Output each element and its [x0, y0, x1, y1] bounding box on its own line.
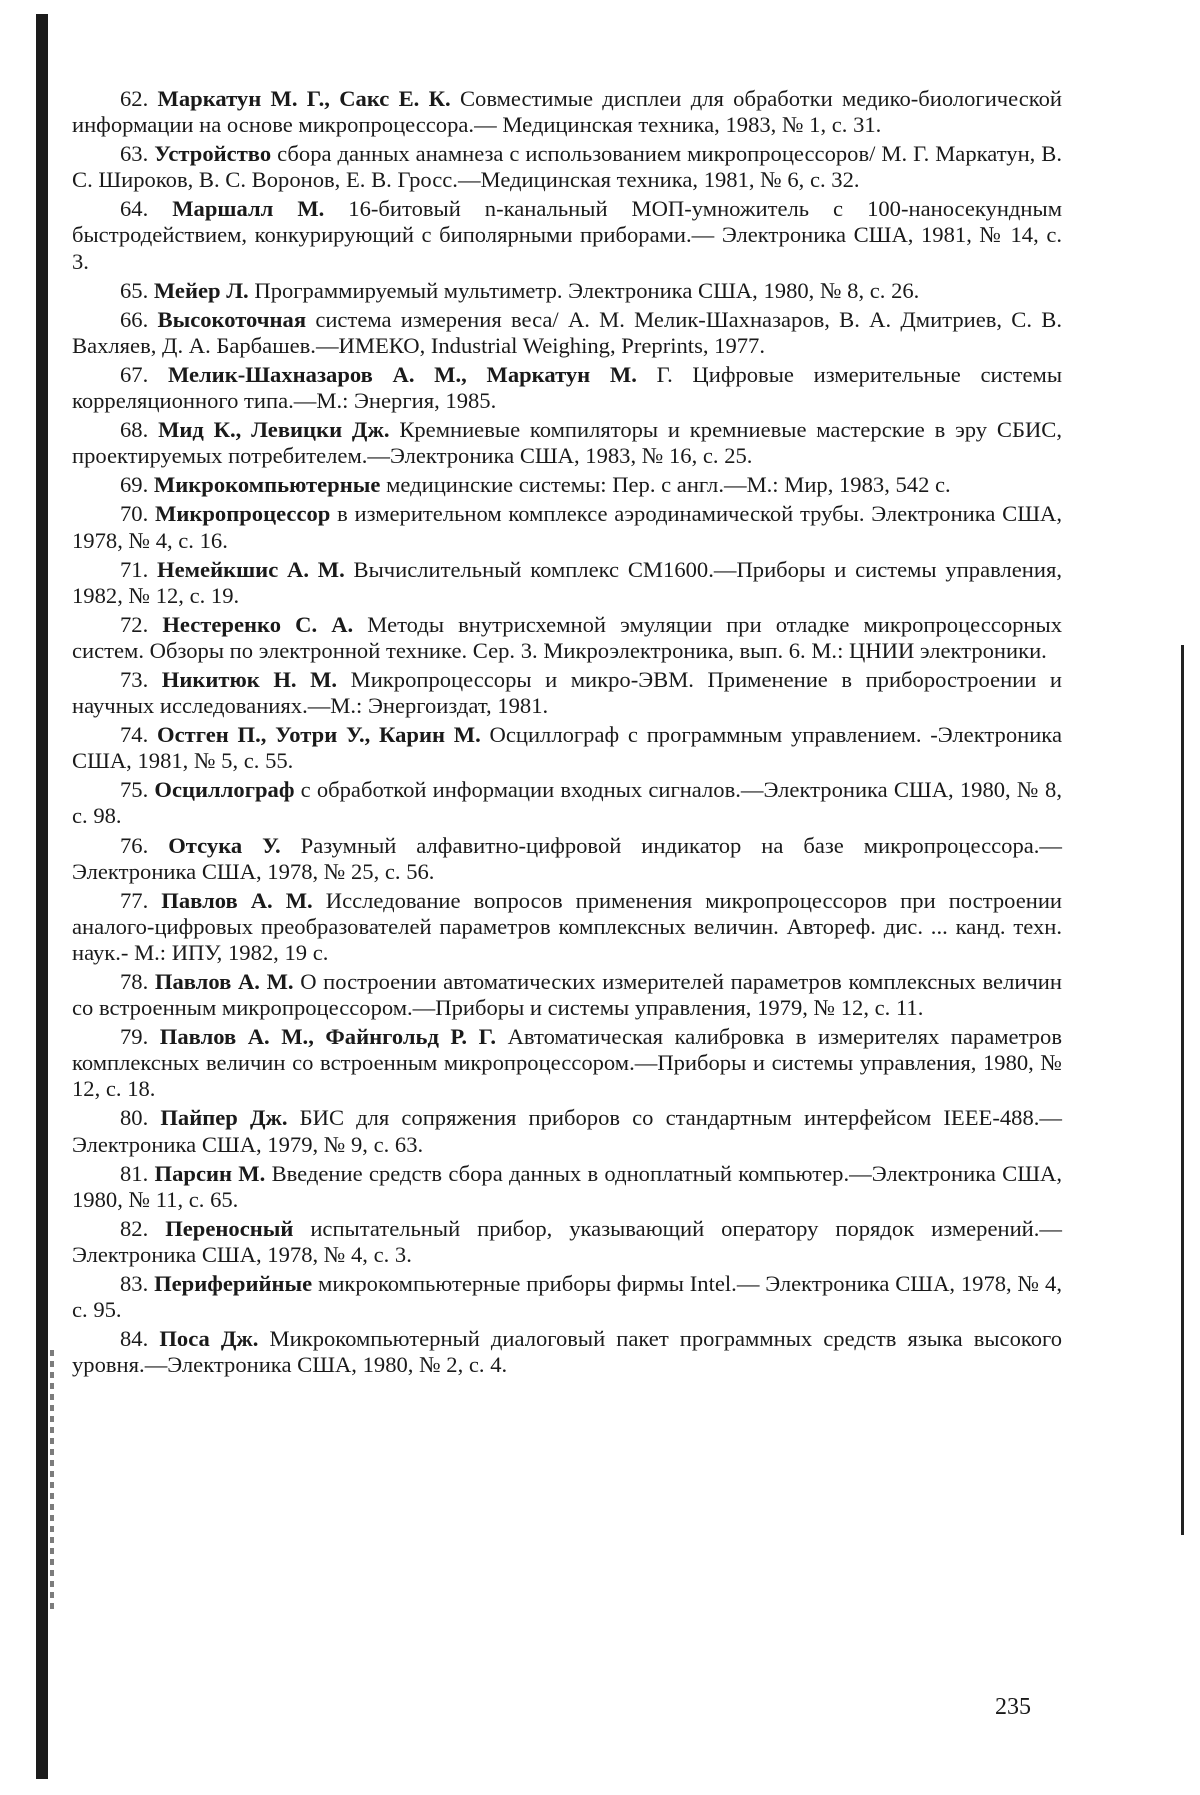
bibliography-entry: [72, 1216, 1062, 1268]
entry-text: микрокомпьютерные приборы фирмы Intel.— Электроника США, 1978, № 4, с. 95.: [72, 1271, 1062, 1323]
bibliography-entry: [72, 278, 1062, 304]
entry-author: Устройство: [154, 141, 272, 167]
bibliography-entry: [72, 362, 1062, 414]
entry-author: Мелик-Шахназаров А. М., Маркатун М.: [167, 361, 637, 387]
entry-text: с обработкой информации входных сигналов.—Электроника США, 1980, № 8, с. 98.: [72, 777, 1063, 829]
entry-number: 80.: [120, 1105, 149, 1131]
entry-author: Маркатун М. Г., Сакс Е. К.: [157, 86, 451, 111]
entry-text: Совместимые дисплеи для обработки медико-биологической информации на основе микропроцессора.— Медицинская техника, 1983, № 1, с. 31.: [72, 86, 1062, 138]
entry-author: Отсука У.: [168, 832, 281, 858]
entry-author: Никитюк Н. М.: [161, 666, 338, 692]
entry-number: 79.: [120, 1024, 149, 1050]
bibliography-entry: [72, 969, 1062, 1021]
entry-number: 63.: [120, 141, 149, 167]
entry-text: испытательный прибор, указывающий оператору порядок измерений.—Электроника США, 1978, № 4, с. 3.: [72, 1215, 1062, 1267]
entry-number: 65.: [120, 277, 149, 303]
entry-text: Исследование вопросов применения микропроцессоров при построении аналого-цифровых преобразователей параметров комплексных величин. Автореф. дис. ... канд. техн. наук.- М.: ИПУ, 1982, 19 с.: [72, 887, 1062, 965]
entry-text: Кремниевые компиляторы и кремниевые мастерские в эру СБИС, проектируемых потребителем.—Электроника США, 1983, № 16, с. 25.: [72, 417, 1062, 469]
scan-border-left: [36, 14, 48, 1779]
entry-author: Немейкшис А. М.: [157, 556, 345, 582]
entry-author: Мейер Л.: [153, 277, 249, 303]
entry-number: 66.: [120, 306, 149, 332]
entry-text: Осциллограф с программным управлением. -Электроника США, 1981, № 5, с. 55.: [72, 722, 1062, 774]
entry-text: Программируемый мультиметр. Электроника США, 1980, № 8, с. 26.: [254, 277, 920, 303]
entry-author: Павлов А. М., Файнгольд Р. Г.: [159, 1024, 497, 1050]
entry-author: Высокоточная: [157, 306, 307, 332]
entry-text: Автоматическая калибровка в измерителях параметров комплексных величин со встроенным микропроцессором.—Приборы и системы управления, 1980, № 12, с. 18.: [72, 1024, 1062, 1102]
entry-text: медицинские системы: Пер. с англ.—М.: Мир, 1983, 542 с.: [386, 472, 951, 498]
entry-author: Переносный: [165, 1215, 294, 1241]
entry-number: 77.: [120, 887, 149, 913]
entry-text: система измерения веса/ А. М. Мелик-Шахназаров, В. А. Дмитриев, С. В. Вахляев, Д. А. Барбашев.—ИМЕКО, Industrial Weighing, Preprints, 1977.: [72, 306, 1062, 358]
entry-text: Микропроцессоры и микро-ЭВМ. Применение в приборостроении и научных исследованиях.—М.: Энергоиздат, 1981.: [72, 666, 1062, 719]
entry-author: Осциллограф: [154, 777, 295, 803]
entry-text: Разумный алфавитно-цифровой индикатор на базе микропроцессора.—Электроника США, 1978, № 25, с. 56.: [72, 832, 1063, 884]
entry-text: Микрокомпьютерный диалоговый пакет программных средств языка высокого уровня.—Электроника США, 1980, № 2, с. 4.: [72, 1326, 1062, 1378]
bibliography-entry: [72, 417, 1062, 469]
entry-number: 62.: [120, 86, 149, 111]
bibliography-entry: [72, 1326, 1062, 1378]
bibliography-entry: [72, 307, 1062, 359]
entry-number: 84.: [120, 1326, 149, 1352]
entry-text: 16-битовый n-канальный МОП-умножитель с 100-наносекундным быстродействием, конкурирующий с биполярными приборами.— Электроника США, 1981, № 14, с. 3.: [72, 196, 1062, 274]
entry-number: 74.: [120, 722, 149, 748]
entry-author: Парсин М.: [154, 1160, 266, 1186]
bibliography-list: [72, 86, 1062, 1381]
entry-text: Г. Цифровые измерительные системы корреляционного типа.—М.: Энергия, 1985.: [72, 361, 1063, 414]
entry-number: 78.: [120, 969, 149, 994]
entry-author: Пайпер Дж.: [160, 1105, 288, 1131]
entry-text: БИС для сопряжения приборов со стандартным интерфейсом IEEE-488.—Электроника США, 1979, № 9, с. 63.: [72, 1105, 1062, 1157]
entry-number: 64.: [120, 196, 149, 222]
scan-border-right: [1181, 645, 1184, 1535]
entry-number: 75.: [120, 777, 149, 803]
entry-author: Мид К., Левицки Дж.: [158, 417, 390, 443]
entry-author: Остген П., Уотри У., Карин М.: [157, 722, 481, 748]
bibliography-entry: [72, 141, 1062, 193]
bibliography-entry: [72, 472, 1062, 498]
entry-number: 82.: [120, 1215, 149, 1241]
entry-number: 73.: [120, 666, 149, 692]
bibliography-entry: [72, 833, 1062, 885]
scan-artifact-left: [50, 1350, 54, 1610]
entry-text: в измерительном комплексе аэродинамической трубы. Электроника США, 1978, № 4, с. 16.: [72, 501, 1062, 553]
entry-text: О построении автоматических измерителей параметров комплексных величин со встроенным микропроцессором.—Приборы и системы управления, 1979, № 12, с. 11.: [72, 969, 1062, 1021]
entry-number: 71.: [120, 556, 149, 582]
bibliography-entry: [72, 667, 1062, 719]
entry-number: 76.: [120, 832, 149, 858]
bibliography-entry: [72, 1161, 1062, 1213]
entry-author: Микрокомпьютерные: [153, 472, 381, 498]
entry-text: Методы внутрисхемной эмуляции при отладке микропроцессорных систем. Обзоры по электронной технике. Сер. 3. Микроэлектроника, вып. 6. М.: ЦНИИ электроники.: [72, 611, 1062, 663]
entry-author: Павлов А. М.: [161, 887, 313, 913]
entry-text: сбора данных анамнеза с использованием микропроцессоров/ М. Г. Маркатун, В. С. Широков, В. С. Воронов, Е. В. Гросс.—Медицинская техника, 1981, № 6, с. 32.: [72, 141, 1063, 193]
entry-number: 68.: [120, 417, 149, 443]
bibliography-entry: [72, 1024, 1062, 1102]
bibliography-entry: [72, 612, 1062, 664]
entry-text: Вычислительный комплекс СМ1600.—Приборы и системы управления, 1982, № 12, с. 19.: [72, 556, 1063, 608]
bibliography-entry: [72, 196, 1062, 274]
bibliography-entry: [72, 888, 1062, 966]
bibliography-entry: [72, 501, 1062, 553]
bibliography-entry: [72, 722, 1062, 774]
entry-author: Микропроцессор: [155, 501, 331, 527]
bibliography-entry: [72, 557, 1062, 609]
entry-number: 67.: [120, 361, 149, 387]
entry-number: 69.: [120, 472, 149, 498]
entry-number: 83.: [120, 1271, 149, 1297]
bibliography-entry: [72, 1271, 1062, 1323]
entry-text: Введение средств сбора данных в одноплатный компьютер.—Электроника США, 1980, № 11, с. 65.: [72, 1160, 1062, 1212]
entry-author: Поса Дж.: [159, 1326, 259, 1352]
entry-number: 70.: [120, 501, 149, 527]
entry-number: 81.: [120, 1160, 149, 1186]
entry-author: Нестеренко С. А.: [162, 611, 354, 637]
entry-author: Павлов А. М.: [154, 969, 294, 994]
entry-number: 72.: [120, 611, 149, 637]
bibliography-entry: [72, 777, 1062, 829]
bibliography-entry: [72, 1105, 1062, 1157]
entry-author: Периферийные: [154, 1271, 313, 1297]
entry-author: Маршалл М.: [172, 196, 325, 222]
bibliography-entry: [72, 86, 1062, 138]
page-number: 235: [995, 1694, 1031, 1720]
